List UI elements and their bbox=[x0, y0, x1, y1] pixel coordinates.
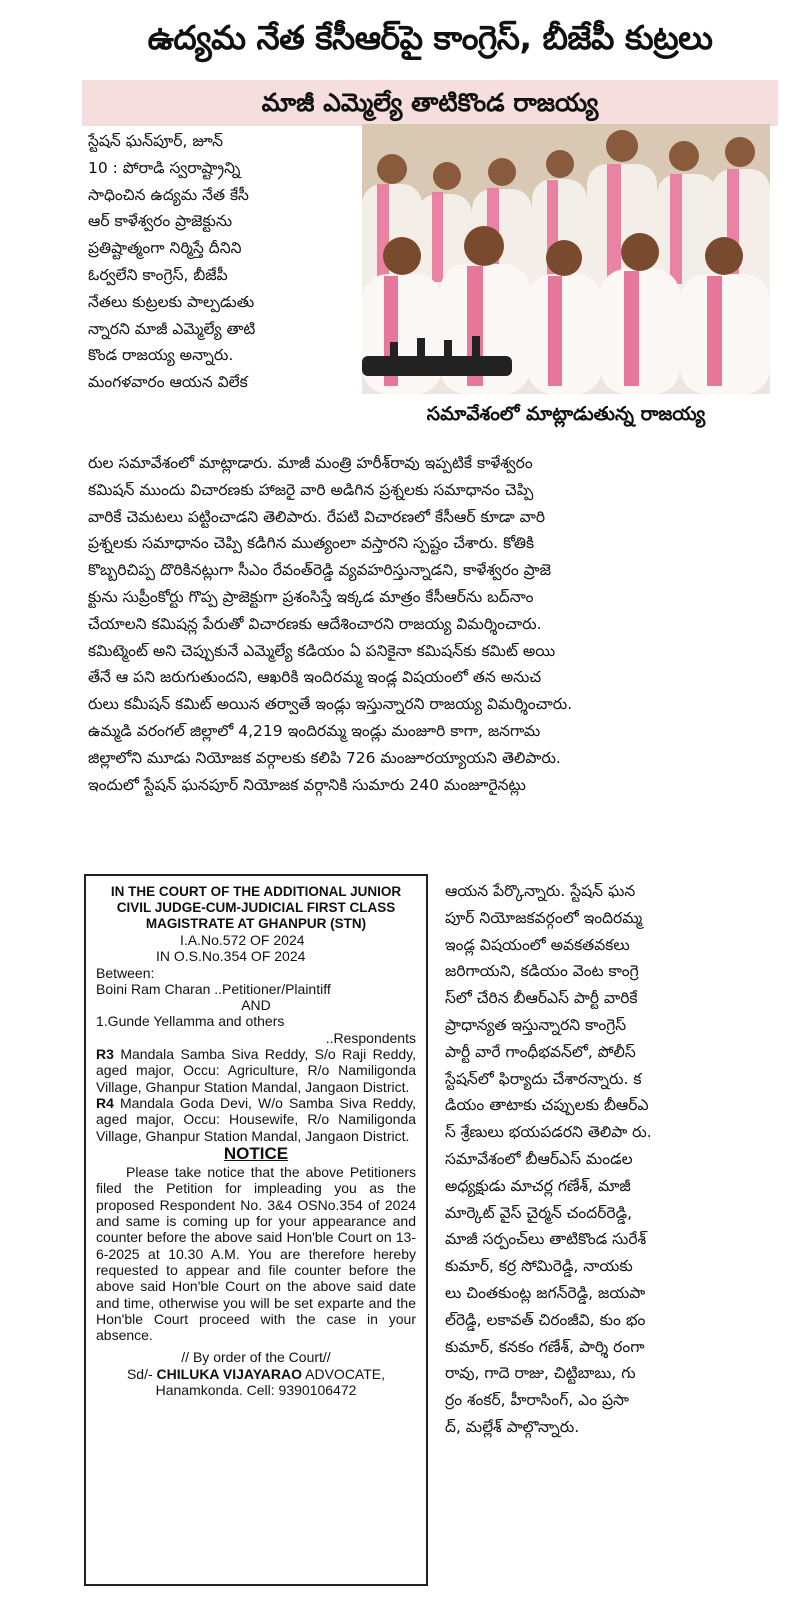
article-line: స్టేషన్‌ ఘన్‌పూర్‌, జూన్‌ bbox=[88, 132, 224, 150]
notice-body: Please take notice that the above Petitioners filed the Petition for impleading you as the proposed Respondent No. 3&4 OSNo.354 of 2024 and same is coming up for your appearance and counter before the above said Hon'ble Court on 13-6-2025 at 10.30 A.M. You are therefore hereby requested to appear and file counter before the above said Hon'ble Court on the above said date and time, otherwise you will be set exparte and the Hon'ble Court proceed with the case in your absence. bbox=[96, 1164, 416, 1344]
article-right-column bbox=[445, 878, 768, 1441]
signature-suffix: ADVOCATE, bbox=[302, 1365, 386, 1382]
article-line: ల్‌రెడ్డి, లకావత్‌ చిరంజీవి, కుం భం bbox=[445, 1310, 646, 1329]
signature-prefix: Sd/- bbox=[126, 1365, 157, 1382]
article-line: కుమార్‌, కనకం గణేశ్‌, పార్శి రంగా bbox=[445, 1337, 645, 1356]
article-line: ప్రతిష్టాత్మంగా నిర్మిస్తే దీనిని bbox=[88, 239, 242, 258]
notice-heading: NOTICE bbox=[223, 1143, 289, 1163]
r3-details: Mandala Samba Siva Reddy, S/o Raji Reddy, aged major, Occu: Agriculture, R/o Namiligonda Village, Ghanpur Station Mandal, Jangaon District. bbox=[96, 1046, 416, 1095]
article-line: మాజీ సర్పంచ్‌లు తాటికొండ సురేశ్‌ bbox=[445, 1230, 647, 1249]
article-line: కమిట్మెంట్‌ అని చెప్పుకునే ఎమ్మెల్యే కడియం ఏ పనికైనా కమిషన్‌కు కమిట్‌ అయి bbox=[88, 641, 556, 660]
r3-label: R3 bbox=[96, 1046, 114, 1063]
article-line: ఇందులో స్టేషన్‌ ఘనపూర్‌ నియోజక వర్గానికి సుమారు 240 మంజూరైనట్లు bbox=[88, 775, 526, 794]
article-line: తేనే ఆ పని జరుగుతుందని, ఆఖరికి ఇందిరమ్మ ఇండ్ల విషయంలో తన అనుచ bbox=[88, 668, 542, 687]
article-line: క్టును సుప్రీంకోర్టు గొప్ప ప్రాజెక్టుగా ప్రశంసిస్తే ఇక్కడ మాత్రం కేసీఆర్‌ను బద్‌నాం bbox=[88, 587, 534, 606]
subheadline: మాజీ ఎమ్మెల్యే తాటికొండ రాజయ్య bbox=[82, 80, 778, 126]
article-top-column bbox=[88, 128, 360, 396]
headline: ఉద్యమ నేత కేసీఆర్‌పై కాంగ్రెస్‌, బీజేపీ కుట్రలు bbox=[147, 18, 713, 57]
article-line: సమావేశంలో బీఆర్‌ఎస్‌ మండల bbox=[445, 1149, 633, 1168]
signature-name: CHILUKA VIJAYARAO bbox=[156, 1365, 303, 1382]
between-label: Between: bbox=[96, 964, 155, 981]
article-line: ఇండ్ల విషయంలో అవకతవకలు bbox=[445, 935, 630, 954]
article-line: ప్రాధాన్యత ఇస్తున్నారని కాంగ్రెస్‌ bbox=[445, 1015, 627, 1034]
article-full-column bbox=[88, 450, 768, 798]
article-line: ఆర్‌ కాళేశ్వరం ప్రాజెక్టును bbox=[88, 212, 233, 231]
respondents-label: ..Respondents bbox=[325, 1029, 416, 1046]
os-number: IN O.S.No.354 OF 2024 bbox=[156, 948, 306, 965]
ia-number: I.A.No.572 OF 2024 bbox=[180, 932, 305, 948]
article-line: ఆయన పేర్కొన్నారు. స్టేషన్‌ ఘన bbox=[445, 882, 636, 900]
article-line: మంగళవారం ఆయన విలేక bbox=[88, 373, 248, 392]
article-line: పార్టీ వారే గాంధీభవన్‌లో, పోలీస్‌ bbox=[445, 1042, 636, 1061]
petitioner-line: Boini Ram Charan ..Petitioner/Plaintiff bbox=[96, 980, 331, 997]
article-line: రుల సమావేశంలో మాట్లాడారు. మాజీ మంత్రి హరీశ్‌రావు ఇప్పటికే కాళేశ్వరం bbox=[88, 454, 533, 472]
photo-caption: సమావేశంలో మాట్లాడుతున్న రాజయ్య bbox=[426, 403, 706, 425]
article-line: నేతలు కుట్రలకు పాల్పడుతు bbox=[88, 292, 255, 311]
article-line: న్నారని మాజీ ఎమ్మెల్యే తాటి bbox=[88, 319, 256, 338]
signature-line bbox=[96, 1366, 416, 1382]
article-line: జిల్లాలోని మూడు నియోజక వర్గాలకు కలిపి 726 మంజూరయ్యాయని తెలిపారు. bbox=[88, 748, 561, 767]
article-line: ద్‌, మల్లేశ్‌ పాల్గొన్నారు. bbox=[445, 1417, 580, 1436]
article-line: రావు, గాదె రాజు, చిట్టిబాబు, గు bbox=[445, 1364, 636, 1383]
article-line: మార్కెట్‌ వైస్‌ చైర్మన్‌ చందర్‌రెడ్డి, bbox=[445, 1203, 633, 1222]
r4-details: Mandala Goda Devi, W/o Samba Siva Reddy, aged major, Occu: Housewife, R/o Namiligonda Village, Ghanpur Station Mandal, Jangaon District. bbox=[96, 1094, 416, 1144]
article-line: కొబ్బరిచిప్ప దొరికినట్లుగా సీఎం రేవంత్‌రెడ్డి వ్యవహరిస్తున్నాడని, కాళేశ్వరం ప్రాజె bbox=[88, 561, 551, 580]
article-line: స్‌ శ్రేణులు భయపడరని తెలిపా రు. bbox=[445, 1123, 652, 1142]
article-line: అధ్యక్షుడు మాచర్ల గణేశ్‌, మాజీ bbox=[445, 1176, 631, 1195]
article-line: ఉమ్మడి వరంగల్‌ జిల్లాలో 4,219 ఇందిరమ్మ ఇండ్లు మంజూరి కాగా, జనగామ bbox=[88, 721, 541, 740]
photo-illustration bbox=[362, 124, 770, 394]
article-line: పూర్‌ నియోజకవర్గంలో ఇందిరమ్మ bbox=[445, 908, 643, 927]
article-line: చేయాలని కమిషన్ల పేరుతో విచారణకు ఆదేశించారని రాజయ్య విమర్శించారు. bbox=[88, 614, 542, 633]
article-line: సాధించిన ఉద్యమ నేత కేసీ bbox=[88, 185, 249, 204]
article-line: జరిగాయని, కడియం వెంట కాంగ్రె bbox=[445, 962, 639, 981]
r4-label: R4 bbox=[96, 1094, 114, 1111]
article-line: ఓర్వలేని కాంగ్రెస్‌, బీజేపీ bbox=[88, 265, 228, 284]
address-line: Hanamkonda. Cell: 9390106472 bbox=[155, 1382, 357, 1399]
press-meet-photo bbox=[362, 124, 770, 394]
article-line: కుమార్‌, కర్ర సోమిరెడ్డి, నాయకు bbox=[445, 1257, 633, 1276]
respondent-first: 1.Gunde Yellamma and others bbox=[96, 1013, 285, 1030]
article-line: లు చింతకుంట్ల జగన్‌రెడ్డి, జయపా bbox=[445, 1283, 646, 1302]
article-line: 10 : పోరాడి స్వరాష్ట్రాన్ని bbox=[88, 158, 241, 177]
court-notice-title-line: CIVIL JUDGE-CUM-JUDICIAL FIRST CLASS bbox=[116, 900, 396, 915]
respondent-r4 bbox=[96, 1095, 416, 1144]
court-notice-title-line: IN THE COURT OF THE ADDITIONAL JUNIOR bbox=[110, 884, 402, 899]
respondent-r3 bbox=[96, 1046, 416, 1095]
article-line: స్టేషన్‌లో ఫిర్యాదు చేశారన్నారు. క bbox=[445, 1069, 642, 1088]
article-line: రులు కమీషన్‌ కమిట్‌ అయిన తర్వాతే ఇండ్లు ఇస్తున్నారని రాజయ్య విమర్శించారు. bbox=[88, 695, 573, 714]
article-line: స్‌లో చేరిన బీఆర్‌ఎస్‌ పార్టీ వారికే bbox=[445, 989, 638, 1008]
order-line: // By order of the Court// bbox=[181, 1349, 331, 1366]
article-line: కమిషన్‌ ముందు విచారణకు హాజరై వారి అడిగిన ప్రశ్నలకు సమాధానం చెప్పి bbox=[88, 480, 534, 499]
court-notice-title-line: MAGISTRATE AT GHANPUR (STN) bbox=[145, 916, 367, 931]
article-line: కొండ రాజయ్య అన్నారు. bbox=[88, 346, 234, 365]
and-label: AND bbox=[241, 997, 271, 1014]
article-line: డియం తాటాకు చప్పులకు బీఆర్‌ఎ bbox=[445, 1096, 649, 1115]
article-line: ప్రశ్నలకు సమాధానం చెప్పి కడిగిన ముత్యంలా వస్తారని స్పష్టం చేశారు. కోతికి bbox=[88, 534, 535, 553]
article-line: వారికే చెమటలు పట్టించాడని తెలిపారు. రేపటి విచారణలో కేసీఆర్‌ కూడా వారి bbox=[88, 507, 546, 526]
court-notice bbox=[84, 874, 428, 1586]
article-line: ర్రం శంకర్‌, హీరాసింగ్‌, ఎం ప్రసా bbox=[445, 1391, 629, 1410]
